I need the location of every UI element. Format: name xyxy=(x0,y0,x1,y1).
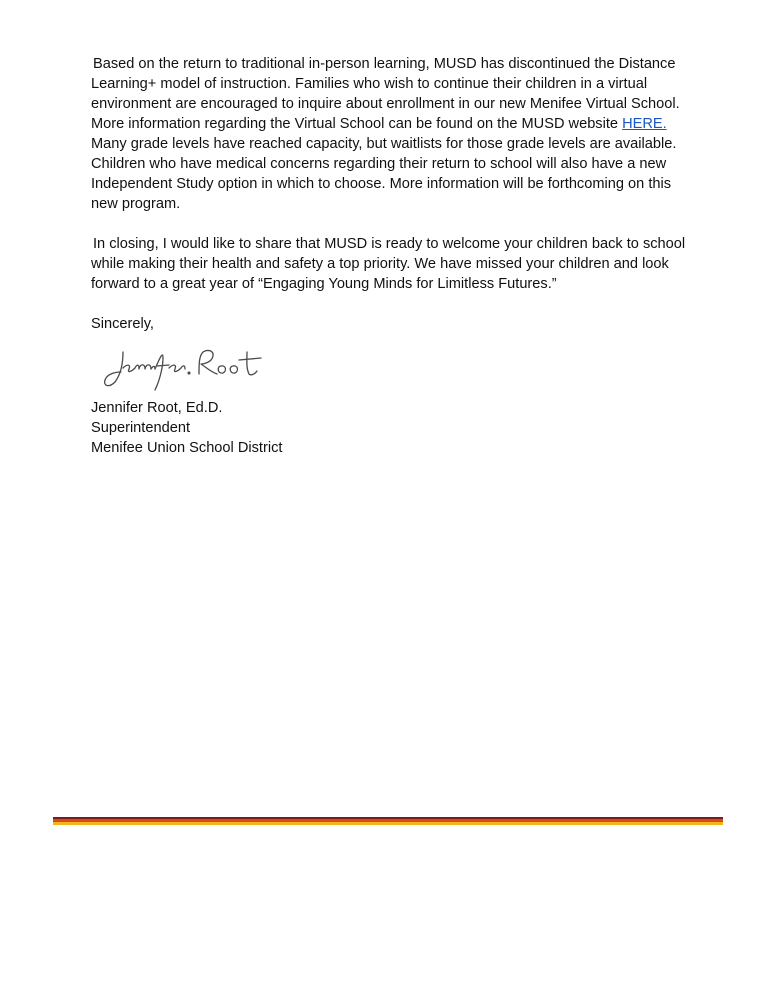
closing-salutation xyxy=(91,314,691,334)
paragraph-closing xyxy=(91,234,691,294)
virtual-school-link[interactable]: HERE. xyxy=(622,116,667,132)
letter-body xyxy=(91,54,691,458)
closing-text: Sincerely, xyxy=(91,316,154,332)
footer-stripe-gold xyxy=(53,822,723,825)
footer-color-bar xyxy=(53,817,723,825)
paragraph-virtual-school xyxy=(91,54,691,214)
signer-name: Jennifer Root, Ed.D. xyxy=(91,400,223,416)
paragraph-1-text-after-link: Many grade levels have reached capacity, but waitlists for those grade levels are available. Children who have medical concerns regarding their return to school will also have a new Independent Study option in which to choose. More information will be forthcoming on this new program. xyxy=(91,136,677,212)
paragraph-1-text-before-link: Based on the return to traditional in-person learning, MUSD has discontinued the Distance Learning+ model of instruction. Families who wish to continue their children in a virtual environment are encouraged to inquire about enrollment in our new Menifee Virtual School. More information regarding the Virtual School can be found on the MUSD website xyxy=(91,56,680,132)
signer-title: Superintendent xyxy=(91,420,190,436)
signature-image xyxy=(93,338,277,396)
paragraph-2-text: In closing, I would like to share that MUSD is ready to welcome your children back to school while making their health and safety a top priority. We have missed your children and look forward to a great year of “Engaging Young Minds for Limitless Futures.” xyxy=(91,236,686,292)
signer-organization: Menifee Union School District xyxy=(91,440,283,456)
